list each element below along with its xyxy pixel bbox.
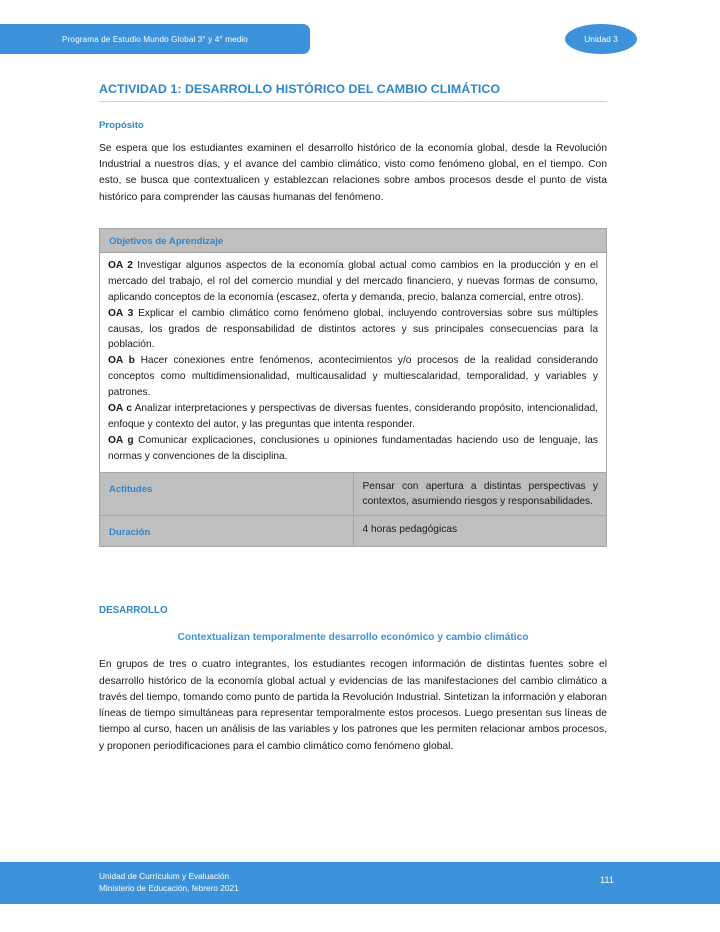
attitudes-text: Pensar con apertura a distintas perspectivas y contextos, asumiendo riesgos y responsabilidades. bbox=[362, 480, 598, 508]
duration-label-cell bbox=[100, 516, 354, 547]
header-program-text: Programa de Estudio Mundo Global 3° y 4° medio bbox=[62, 34, 248, 44]
unit-badge-label: Unidad 3 bbox=[584, 34, 618, 44]
oa-code: OA c bbox=[108, 403, 132, 415]
purpose-paragraph: Se espera que los estudiantes examinen el desarrollo histórico de la economía global, desde la Revolución Industrial a nuestros días, y el avance del cambio climático, visto como fenómeno global, en el tiempo. Con esto, se busca que contextualicen y establezcan relaciones sobre ambos procesos desde el punto de vista histórico para comprender las causas humanas del fenómeno. bbox=[99, 142, 607, 203]
oa-code: OA 2 bbox=[108, 259, 133, 271]
development-heading: DESARROLLO bbox=[99, 605, 168, 617]
oa-code: OA g bbox=[108, 434, 134, 446]
oa-text: Investigar algunos aspectos de la economía global actual como cambios en la producción y en el mercado del trabajo, el rol del comercio mundial y del mercado financiero, y nuevas formas de consumo, aplicando conceptos de la economía (escasez, oferta y demanda, precio, balanza comercial, entre otros). bbox=[108, 259, 598, 303]
footer-institution bbox=[99, 870, 239, 895]
list-item bbox=[108, 353, 598, 401]
learning-objectives-table bbox=[99, 228, 607, 547]
table-row-duration bbox=[100, 516, 607, 547]
development-paragraph: En grupos de tres o cuatro integrantes, los estudiantes recogen información de distintas fuentes sobre el desarrollo histórico de la economía global actual y evidencias de las manifestaciones del cambio climático a través del tiempo, tomando como punto de partida la Revolución Industrial. Sintetizan la información y elaboran líneas de tiempo simultáneas para representar temporalmente estos procesos. Luego presentan sus líneas de tiempo al curso, hacen un análisis de las variables y los patrones que les permiten relacionar ambos procesos, y proponen periodificaciones para el cambio climático como fenómeno global. bbox=[99, 659, 607, 752]
duration-text: 4 horas pedagógicas bbox=[362, 524, 458, 536]
page-title: ACTIVIDAD 1: DESARROLLO HISTÓRICO DEL CAMBIO CLIMÁTICO bbox=[99, 82, 501, 96]
header-program-band bbox=[0, 24, 310, 54]
page-content bbox=[99, 82, 607, 765]
oa-text: Explicar el cambio climático como fenómeno global, incluyendo controversias sobre sus múltiples causas, los grados de responsabilidad de distintos actores y sus principales consecuencias para la población. bbox=[108, 307, 598, 351]
development-subtitle: Contextualizan temporalmente desarrollo económico y cambio climático bbox=[177, 632, 529, 644]
table-row-objectives bbox=[100, 252, 607, 472]
list-item bbox=[108, 258, 598, 306]
list-item bbox=[108, 433, 598, 465]
table-row-header bbox=[100, 228, 607, 252]
footer-line-2: Ministerio de Educación, febrero 2021 bbox=[99, 883, 239, 894]
page-number: 111 bbox=[600, 875, 614, 885]
table-row-attitudes bbox=[100, 472, 607, 516]
duration-value-cell bbox=[353, 516, 607, 547]
oa-text: Hacer conexiones entre fenómenos, acontecimientos y/o procesos de la realidad considerando conceptos como multidimensionalidad, multicausalidad y multiescalaridad, temporalidad, y variables y patrones. bbox=[108, 355, 598, 399]
page-footer bbox=[0, 862, 720, 904]
development-section bbox=[99, 605, 607, 755]
duration-label: Duración bbox=[109, 527, 151, 539]
purpose-heading: Propósito bbox=[99, 119, 144, 131]
footer-line-1: Unidad de Currículum y Evaluación bbox=[99, 871, 230, 881]
unit-badge bbox=[565, 24, 637, 54]
oa-objectives-cell bbox=[100, 252, 607, 472]
attitudes-label-cell bbox=[100, 472, 354, 516]
attitudes-value-cell bbox=[353, 472, 607, 516]
list-item bbox=[108, 306, 598, 354]
title-divider bbox=[99, 101, 607, 102]
oa-text: Analizar interpretaciones y perspectivas de diversas fuentes, considerando propósito, intencionalidad, enfoque y contexto del autor, y las preguntas que intenta responder. bbox=[108, 403, 598, 430]
oa-text: Comunicar explicaciones, conclusiones u opiniones fundamentadas haciendo uso de lenguaje, las normas y convenciones de la disciplina. bbox=[108, 434, 598, 462]
list-item bbox=[108, 401, 598, 433]
oa-code: OA b bbox=[108, 355, 135, 367]
attitudes-label: Actitudes bbox=[109, 483, 153, 495]
oa-header-label: Objetivos de Aprendizaje bbox=[109, 236, 224, 248]
oa-header-cell bbox=[100, 228, 607, 252]
oa-code: OA 3 bbox=[108, 307, 134, 319]
